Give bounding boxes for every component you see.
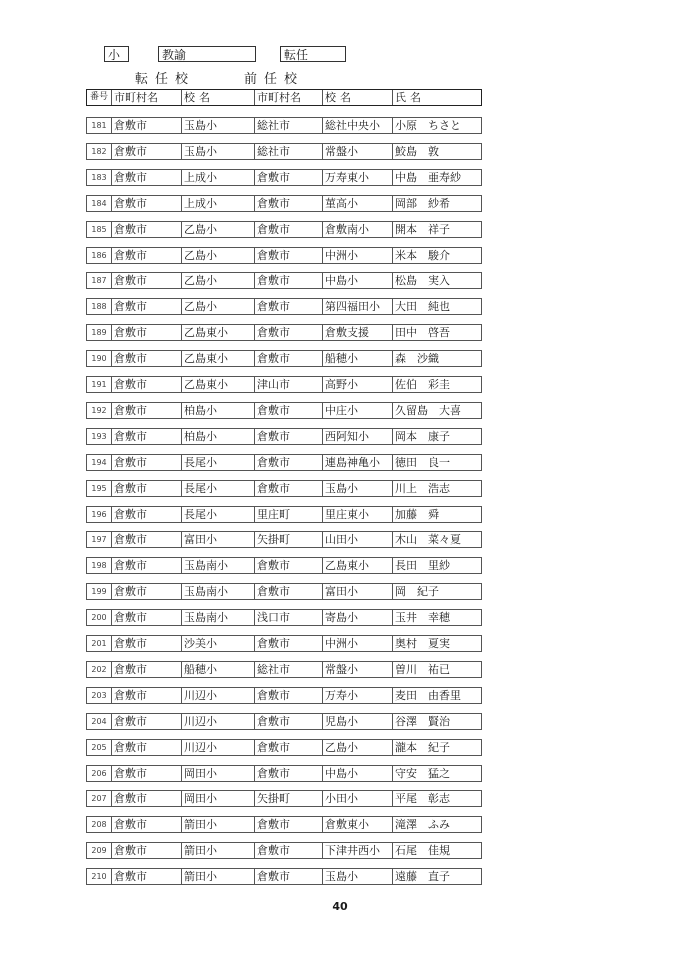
- cell-city-prev: 矢掛町: [255, 791, 323, 806]
- cell-city-prev: 倉敷市: [255, 403, 323, 418]
- cell-city-prev: 倉敷市: [255, 481, 323, 496]
- table-row: [86, 790, 482, 807]
- cell-name: 守安 猛之: [395, 767, 450, 780]
- table-row: [86, 583, 482, 600]
- cell-school-new: 乙島小: [182, 273, 255, 288]
- cell-school-new: 箭田小: [182, 843, 255, 858]
- cell-city-prev: 倉敷市: [255, 170, 323, 185]
- cell-name: 川上 浩志: [395, 482, 450, 495]
- cell-city-prev: 総社市: [255, 662, 323, 677]
- cell-name: 麦田 由香里: [395, 689, 461, 702]
- cell-name: 米本 駿介: [395, 249, 450, 262]
- cell-school-prev: 乙島小: [323, 740, 393, 755]
- cell-school-prev: 山田小: [323, 532, 393, 547]
- cell-name: 大田 純也: [395, 300, 450, 313]
- transfer-type-box: 転任: [280, 46, 346, 62]
- cell-school-prev: 倉敷東小: [323, 817, 393, 832]
- cell-school-prev: 常盤小: [323, 144, 393, 159]
- cell-city-new: 倉敷市: [112, 558, 182, 573]
- table-row: [86, 765, 482, 782]
- table-row: [86, 506, 482, 523]
- cell-school-new: 長尾小: [182, 455, 255, 470]
- cell-school-prev: 万寿小: [323, 688, 393, 703]
- cell-school-new: 乙島東小: [182, 325, 255, 340]
- cell-city-new: 倉敷市: [112, 584, 182, 599]
- cell-no: 201: [87, 636, 112, 651]
- table-row: [86, 298, 482, 315]
- cell-city-new: 倉敷市: [112, 403, 182, 418]
- column-header-city-new: 市町村名: [112, 90, 182, 105]
- cell-school-new: 長尾小: [182, 507, 255, 522]
- cell-city-prev: 倉敷市: [255, 558, 323, 573]
- cell-no: 202: [87, 662, 112, 677]
- cell-city-prev: 倉敷市: [255, 688, 323, 703]
- cell-school-new: 玉島小: [182, 144, 255, 159]
- cell-city-prev: 倉敷市: [255, 222, 323, 237]
- cell-city-prev: 倉敷市: [255, 740, 323, 755]
- cell-city-new: 倉敷市: [112, 714, 182, 729]
- cell-school-prev: 玉島小: [323, 481, 393, 496]
- table-row: [86, 531, 482, 548]
- cell-city-new: 倉敷市: [112, 377, 182, 392]
- cell-school-prev: 西阿知小: [323, 429, 393, 444]
- cell-city-prev: 総社市: [255, 144, 323, 159]
- cell-name: 石尾 佳規: [395, 844, 450, 857]
- cell-no: 205: [87, 740, 112, 755]
- table-row: [86, 868, 482, 885]
- cell-city-prev: 倉敷市: [255, 299, 323, 314]
- table-row: [86, 635, 482, 652]
- cell-school-prev: 乙島東小: [323, 558, 393, 573]
- column-header-school-prev: 校名: [323, 90, 393, 105]
- table-row: [86, 480, 482, 497]
- table-row: [86, 195, 482, 212]
- cell-city-new: 倉敷市: [112, 118, 182, 133]
- cell-no: 184: [87, 196, 112, 211]
- cell-name: 谷澤 賢治: [395, 715, 450, 728]
- cell-city-prev: 倉敷市: [255, 351, 323, 366]
- cell-name: 平尾 彰志: [395, 792, 450, 805]
- cell-name: 中島 亜寿紗: [395, 171, 461, 184]
- cell-no: 190: [87, 351, 112, 366]
- cell-school-prev: 高野小: [323, 377, 393, 392]
- cell-no: 181: [87, 118, 112, 133]
- school-level-box: 小: [104, 46, 129, 62]
- cell-name: 加藤 舜: [395, 508, 439, 521]
- cell-name: 遠藤 直子: [395, 870, 450, 883]
- cell-school-prev: 小田小: [323, 791, 393, 806]
- cell-school-new: 船穂小: [182, 662, 255, 677]
- cell-school-new: 長尾小: [182, 481, 255, 496]
- cell-school-new: 沙美小: [182, 636, 255, 651]
- cell-city-prev: 倉敷市: [255, 843, 323, 858]
- cell-school-new: 箭田小: [182, 869, 255, 884]
- position-box: 教諭: [158, 46, 256, 62]
- cell-no: 192: [87, 403, 112, 418]
- cell-city-new: 倉敷市: [112, 688, 182, 703]
- cell-city-prev: 倉敷市: [255, 455, 323, 470]
- table-row: [86, 221, 482, 238]
- cell-city-new: 倉敷市: [112, 636, 182, 651]
- cell-city-prev: 倉敷市: [255, 766, 323, 781]
- cell-school-prev: 倉敷支援: [323, 325, 393, 340]
- cell-name: 開本 祥子: [395, 223, 450, 236]
- cell-name: 滝澤 ふみ: [395, 818, 450, 831]
- cell-no: 193: [87, 429, 112, 444]
- cell-city-new: 倉敷市: [112, 351, 182, 366]
- cell-school-new: 上成小: [182, 196, 255, 211]
- column-header-name: 氏名: [395, 91, 425, 104]
- cell-city-prev: 浅口市: [255, 610, 323, 625]
- table-row: [86, 713, 482, 730]
- cell-city-prev: 津山市: [255, 377, 323, 392]
- table-row: [86, 842, 482, 859]
- cell-no: 194: [87, 455, 112, 470]
- cell-no: 182: [87, 144, 112, 159]
- cell-school-new: 岡田小: [182, 766, 255, 781]
- cell-school-prev: 連島神亀小: [323, 455, 393, 470]
- cell-school-new: 川辺小: [182, 714, 255, 729]
- cell-no: 183: [87, 170, 112, 185]
- cell-school-prev: 児島小: [323, 714, 393, 729]
- cell-name: 岡本 康子: [395, 430, 450, 443]
- cell-school-prev: 第四福田小: [323, 299, 393, 314]
- column-header-city-prev: 市町村名: [255, 90, 323, 105]
- cell-city-prev: 倉敷市: [255, 817, 323, 832]
- cell-city-new: 倉敷市: [112, 662, 182, 677]
- cell-school-new: 川辺小: [182, 688, 255, 703]
- cell-city-new: 倉敷市: [112, 248, 182, 263]
- cell-no: 186: [87, 248, 112, 263]
- cell-school-new: 乙島小: [182, 299, 255, 314]
- table-row: [86, 402, 482, 419]
- cell-no: 207: [87, 791, 112, 806]
- cell-school-new: 玉島南小: [182, 584, 255, 599]
- table-row: [86, 739, 482, 756]
- cell-city-new: 倉敷市: [112, 740, 182, 755]
- cell-school-new: 上成小: [182, 170, 255, 185]
- cell-no: 188: [87, 299, 112, 314]
- cell-name: 久留島 大喜: [395, 404, 461, 417]
- cell-school-prev: 中島小: [323, 273, 393, 288]
- table-row: [86, 609, 482, 626]
- cell-school-new: 玉島南小: [182, 610, 255, 625]
- table-row: [86, 247, 482, 264]
- cell-city-new: 倉敷市: [112, 222, 182, 237]
- cell-city-prev: 倉敷市: [255, 636, 323, 651]
- cell-school-prev: 富田小: [323, 584, 393, 599]
- cell-school-prev: 中洲小: [323, 636, 393, 651]
- cell-no: 196: [87, 507, 112, 522]
- cell-city-new: 倉敷市: [112, 610, 182, 625]
- cell-name: 田中 啓吾: [395, 326, 450, 339]
- cell-city-prev: 倉敷市: [255, 869, 323, 884]
- cell-name: 森 沙織: [395, 352, 439, 365]
- cell-no: 197: [87, 532, 112, 547]
- cell-name: 小原 ちさと: [395, 119, 461, 132]
- cell-name: 奥村 夏実: [395, 637, 450, 650]
- cell-city-new: 倉敷市: [112, 455, 182, 470]
- cell-school-prev: 常盤小: [323, 662, 393, 677]
- cell-name: 玉井 幸穂: [395, 611, 450, 624]
- cell-city-new: 倉敷市: [112, 299, 182, 314]
- table-row: [86, 272, 482, 289]
- cell-school-prev: 玉島小: [323, 869, 393, 884]
- table-header: [86, 89, 482, 106]
- cell-school-new: 川辺小: [182, 740, 255, 755]
- cell-no: 206: [87, 766, 112, 781]
- cell-name: 木山 菜々夏: [395, 533, 461, 546]
- cell-school-prev: 寄島小: [323, 610, 393, 625]
- cell-name: 徳田 良一: [395, 456, 450, 469]
- cell-city-new: 倉敷市: [112, 273, 182, 288]
- cell-city-prev: 倉敷市: [255, 429, 323, 444]
- cell-school-new: 玉島南小: [182, 558, 255, 573]
- cell-name: 佐伯 彩圭: [395, 378, 450, 391]
- cell-name: 長田 里紗: [395, 559, 450, 572]
- cell-school-new: 乙島東小: [182, 351, 255, 366]
- table-row: [86, 376, 482, 393]
- cell-city-new: 倉敷市: [112, 507, 182, 522]
- cell-name: 鮫島 敦: [395, 145, 439, 158]
- cell-city-new: 倉敷市: [112, 817, 182, 832]
- table-row: [86, 117, 482, 134]
- cell-school-prev: 万寿東小: [323, 170, 393, 185]
- cell-city-prev: 倉敷市: [255, 248, 323, 263]
- cell-school-new: 乙島小: [182, 222, 255, 237]
- cell-school-new: 柏島小: [182, 429, 255, 444]
- cell-school-prev: 中洲小: [323, 248, 393, 263]
- cell-school-new: 岡田小: [182, 791, 255, 806]
- cell-school-prev: 中庄小: [323, 403, 393, 418]
- cell-city-prev: 里庄町: [255, 507, 323, 522]
- cell-no: 210: [87, 869, 112, 884]
- new-school-group-label: 転任校: [135, 72, 196, 87]
- cell-school-prev: 倉敷南小: [323, 222, 393, 237]
- table-row: [86, 661, 482, 678]
- cell-no: 204: [87, 714, 112, 729]
- cell-school-new: 富田小: [182, 532, 255, 547]
- cell-name: 松島 実入: [395, 274, 450, 287]
- cell-city-new: 倉敷市: [112, 325, 182, 340]
- cell-no: 209: [87, 843, 112, 858]
- cell-no: 198: [87, 558, 112, 573]
- cell-school-prev: 総社中央小: [323, 118, 393, 133]
- table-row: [86, 454, 482, 471]
- cell-city-new: 倉敷市: [112, 170, 182, 185]
- cell-name: 岡 紀子: [395, 585, 439, 598]
- cell-school-prev: 船穂小: [323, 351, 393, 366]
- cell-city-new: 倉敷市: [112, 843, 182, 858]
- cell-no: 185: [87, 222, 112, 237]
- table-row: [86, 324, 482, 341]
- cell-city-new: 倉敷市: [112, 766, 182, 781]
- cell-city-prev: 矢掛町: [255, 532, 323, 547]
- table-row: [86, 350, 482, 367]
- cell-school-prev: 菫高小: [323, 196, 393, 211]
- cell-name: 瀧本 紀子: [395, 741, 450, 754]
- cell-city-new: 倉敷市: [112, 532, 182, 547]
- cell-city-prev: 倉敷市: [255, 584, 323, 599]
- cell-school-new: 玉島小: [182, 118, 255, 133]
- cell-school-prev: 里庄東小: [323, 507, 393, 522]
- table-row: [86, 557, 482, 574]
- cell-city-new: 倉敷市: [112, 429, 182, 444]
- table-row: [86, 687, 482, 704]
- page-number: 40: [332, 900, 348, 913]
- cell-city-new: 倉敷市: [112, 869, 182, 884]
- table-row: [86, 428, 482, 445]
- cell-school-new: 乙島小: [182, 248, 255, 263]
- cell-school-new: 柏島小: [182, 403, 255, 418]
- cell-city-new: 倉敷市: [112, 144, 182, 159]
- cell-no: 200: [87, 610, 112, 625]
- cell-city-new: 倉敷市: [112, 196, 182, 211]
- table-row: [86, 143, 482, 160]
- table-row: [86, 169, 482, 186]
- cell-city-prev: 倉敷市: [255, 196, 323, 211]
- cell-no: 195: [87, 481, 112, 496]
- cell-school-new: 乙島東小: [182, 377, 255, 392]
- cell-no: 187: [87, 273, 112, 288]
- cell-no: 208: [87, 817, 112, 832]
- cell-no: 189: [87, 325, 112, 340]
- cell-no: 199: [87, 584, 112, 599]
- cell-school-new: 箭田小: [182, 817, 255, 832]
- column-header-no: 番号: [87, 90, 112, 105]
- cell-school-prev: 中島小: [323, 766, 393, 781]
- cell-city-prev: 倉敷市: [255, 273, 323, 288]
- column-header-school-new: 校名: [182, 90, 255, 105]
- cell-no: 203: [87, 688, 112, 703]
- cell-no: 191: [87, 377, 112, 392]
- cell-city-prev: 倉敷市: [255, 714, 323, 729]
- cell-city-prev: 倉敷市: [255, 325, 323, 340]
- cell-city-new: 倉敷市: [112, 791, 182, 806]
- cell-city-new: 倉敷市: [112, 481, 182, 496]
- prev-school-group-label: 前任校: [244, 72, 305, 87]
- table-row: [86, 816, 482, 833]
- cell-city-prev: 総社市: [255, 118, 323, 133]
- cell-name: 曽川 祐已: [395, 663, 450, 676]
- cell-name: 岡部 紗希: [395, 197, 450, 210]
- cell-school-prev: 下津井西小: [323, 843, 393, 858]
